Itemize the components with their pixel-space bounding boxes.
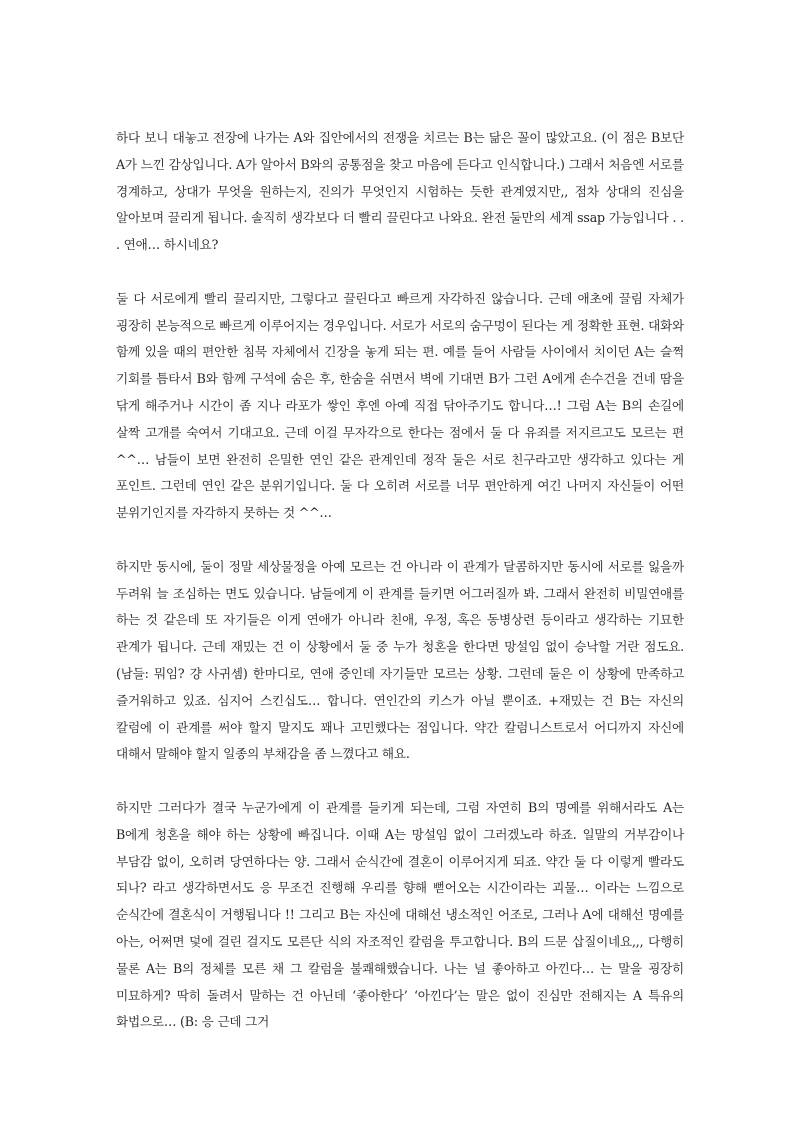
- paragraph-3: 하지만 동시에, 둘이 정말 세상물정을 아예 모르는 건 아니라 이 관계가 달콤하지만 동시에 서로를 잃을까 두려워 늘 조심하는 면도 있습니다. 남들에게 이 관계를 들키면 어그러질까 봐. 그래서 완전히 비밀연애를 하는 것 같은데 또 자기들은 이게 연애가 아니라 친애, 우정, 혹은 동병상련 등이라고 생각하는 기묘한 관계가 됩니다. 근데 재밌는 건 이 상황에서 둘 중 누가 청혼을 한다면 망설임 없이 승낙할 거란 점도요. (남들: 뭐임? 걍 사귀셈) 한마디로, 연애 중인데 자기들만 모르는 상황. 그런데 둘은 이 상황에 만족하고 즐거워하고 있죠. 심지어 스킨십도… 합니다. 연인간의 키스가 아닐 뿐이죠. +재밌는 건 B는 자신의 칼럼에 이 관계를 써야 할지 말지도 꽤나 고민했다는 점입니다. 약간 칼럼니스트로서 어디까지 자신에 대해서 말해야 할지 일종의 부채감을 좀 느꼈다고 해요.: [116, 558, 684, 762]
- paragraph-4: 하지만 그러다가 결국 누군가에게 이 관계를 들키게 되는데, 그럼 자연히 B의 명예를 위해서라도 A는 B에게 청혼을 해야 하는 상황에 빠집니다. 이때 A는 망설임 없이 그러겠노라 하죠. 일말의 거부감이나 부담감 없이, 오히려 당연하다는 양. 그래서 순식간에 결혼이 이루어지게 되죠. 약간 둘 다 이렇게 빨라도 되나? 라고 생각하면서도 응 무조건 진행해 우리를 향해 뻗어오는 시간이라는 괴물… 이라는 느낌으로 순식간에 결혼식이 거행됩니다 !! 그리고 B는 자신에 대해선 냉소적인 어조로, 그러나 A에 대해선 명예를 아는, 어쩌면 덫에 걸린 걸지도 모른단 식의 자조적인 칼럼을 투고합니다. B의 드문 삽질이네요,,, 다행히 물론 A는 B의 정체를 모른 채 그 칼럼을 불쾌해했습니다. 나는 널 좋아하고 아낀다… 는 말을 굉장히 미묘하게? 딱히 돌려서 말하는 건 아닌데 ‘좋아한다’ ‘아낀다’는 말은 없이 진심만 전해지는 A 특유의 화법으로… (B: 응 근데 그거: [116, 799, 684, 1030]
- document-body: [116, 125, 684, 1036]
- paragraph-1: 하다 보니 대놓고 전장에 나가는 A와 집안에서의 전쟁을 치르는 B는 닮은 꼴이 많았고요. (이 점은 B보단 A가 느낀 감상입니다. A가 알아서 B와의 공통점을 찾고 마음에 든다고 인식합니다.) 그래서 처음엔 서로를 경계하고, 상대가 무엇을 원하는지, 진의가 무엇인지 시험하는 듯한 관계였지만,, 점차 상대의 진심을 알아보며 끌리게 됩니다. 솔직히 생각보다 더 빨리 끌린다고 나와요. 완전 둘만의 세계 ssap 가능입니다 . . . 연애… 하시네요?: [116, 130, 684, 253]
- paragraph-2: 둘 다 서로에게 빨리 끌리지만, 그렇다고 끌린다고 빠르게 자각하진 않습니다. 근데 애초에 끌림 자체가 굉장히 본능적으로 빠르게 이루어지는 경우입니다. 서로가 서로의 숨구멍이 된다는 게 정확한 표현. 대화와 함께 있을 때의 편안한 침묵 자체에서 긴장을 놓게 되는 편. 예를 들어 사람들 사이에서 치이던 A는 슬쩍 기회를 틈타서 B와 함께 구석에 숨은 후, 한숨을 쉬면서 벽에 기대면 B가 그런 A에게 손수건을 건네 땀을 닦게 해주거나 시간이 좀 지나 라포가 쌓인 후엔 아예 직접 닦아주기도 합니다…! 그럼 A는 B의 손길에 살짝 고개를 숙여서 기대고요. 근데 이걸 무자각으로 한다는 점에서 둘 다 유죄를 저지르고도 모르는 편^^… 남들이 보면 완전히 은밀한 연인 같은 관계인데 정작 둘은 서로 친구라고만 생각하고 있다는 게 포인트. 그런데 연인 같은 분위기입니다. 둘 다 오히려 서로를 너무 편안하게 여긴 나머지 자신들이 어떤 분위기인지를 자각하지 못하는 것 ^^…: [116, 290, 684, 521]
